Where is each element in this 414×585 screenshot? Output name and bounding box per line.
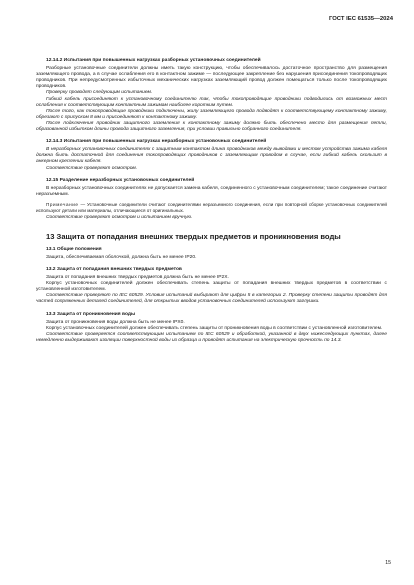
heading-13-2: 13.2 Защита от попадания внешних твердых предметов xyxy=(46,266,182,272)
page-number: 15 xyxy=(385,560,391,566)
paragraph: Соответствие проверяется соответствующим испытанием по IEC 60529 и обработкой, указанной в двух нижеследующих пунктах, далее немедленно выдерживают изоляции поверхностной воды из образца и проводят испытания на электрическую прочность по 14.3. xyxy=(36,331,387,343)
paragraph: Соответствие проверяют по IEC 60529. Условия испытаний выбирают для цифры 5 в категории 2. Проверку степени защиты проводят для частей сопряженных деталей соединителей, для открытых вводов установочных соединителей используют заглушки. xyxy=(36,293,387,305)
paragraph: Гибкий кабель присоединяют к установочному соединителю так, чтобы токопроводящие проводники подводились от возможных мест ослабления к соответствующим контактным зажимам наиболее коротким путем. xyxy=(36,96,387,108)
paragraph: В неразборных установочных соединителях не допускается замена кабеля, соединенного с установочным соединителем; такое соединение считают неразъемным. xyxy=(36,185,387,197)
paragraph: Защита от проникновения воды должна быть не менее IPX0. xyxy=(46,319,185,325)
note-text: — Установочные соединители считают соединителями неразъемного соединения, если при повторной сборке установочных соединителей используют детали или материалы, отличающиеся от оригинальных. xyxy=(36,201,387,213)
paragraph: Проверку проводят следующим испытанием. xyxy=(46,90,153,96)
standard-designation: ГОСТ IEC 61535—2024 xyxy=(328,16,393,22)
paragraph: Защита, обеспечиваемая оболочкой, должна быть не менее IP20. xyxy=(46,254,197,260)
paragraph: После того, как токопроводящие проводники подключены, жилу заземляющего провода подводят к соответствующему контактному зажиму, обрезают с припуском 8 мм и присоединяют к контактному зажиму. xyxy=(36,108,387,120)
heading-12-15: 12.15 Разделение неразборных установочных соединителей xyxy=(46,177,195,183)
paragraph: В неразборных установочных соединителях с защитным контактом длина проводников между выводами и местом устройства зажима кабеля должна быть достаточной для соединения токопроводящих проводников с заземляющим проводом в случае, если гибкий кабель скользит в анкерном креплении кабеля. xyxy=(36,147,387,165)
paragraph: После подключения проводник защитного заземления к контактному зажиму должно быть обеспечено место для размещения петли, образованной избытком длины провода защитного заземления, при условии правильно собранного соединителя. xyxy=(36,120,387,133)
note-label: Примечание xyxy=(46,201,79,207)
paragraph: Разборные установочные соединители должны иметь такую конструкцию, чтобы обеспечивалось достаточное пространство для размещения заземляющего провода, а в случае ослабления его в контактном зажиме — последующее закрепление без нарушения присоединения токопроводящих проводников. При непредусмотренных избыточных механических нагрузках заземляющий провод должен помещаться только после токопроводящих проводников. xyxy=(36,66,387,90)
heading-12-14-3: 12.14.3 Испытания при повышенных нагрузках неразборных установочных соединителей xyxy=(46,139,267,145)
paragraph: Защита от попадания внешних твердых предметов должна быть не менее IP2X. xyxy=(46,275,229,281)
heading-12-14-2: 12.14.2 Испытания при повышенных нагрузках разборных установочных соединителей xyxy=(46,58,261,63)
paragraph: Соответствие проверяют осмотром. xyxy=(46,165,138,171)
paragraph: Корпус установочных соединителей должен обеспечивать степень защиты от попадания внешних твердых предметов в соответствии с установленной изготовителем. xyxy=(36,281,387,293)
paragraph: Соответствие проверяют осмотром и испытанием вручную. xyxy=(46,215,193,221)
paragraph: Корпус установочных соединителей должен обеспечивать степень защиты от проникновения воды в соответствии с установленной изготовителем. xyxy=(46,325,383,331)
page-body xyxy=(36,58,387,344)
heading-13-1: 13.1 Общие положения xyxy=(46,246,102,252)
heading-13: 13 Защита от попадания внешних твердых предметов и проникновения воды xyxy=(46,231,341,241)
note xyxy=(36,202,387,214)
heading-13-3: 13.3 Защита от проникновения воды xyxy=(46,311,136,317)
